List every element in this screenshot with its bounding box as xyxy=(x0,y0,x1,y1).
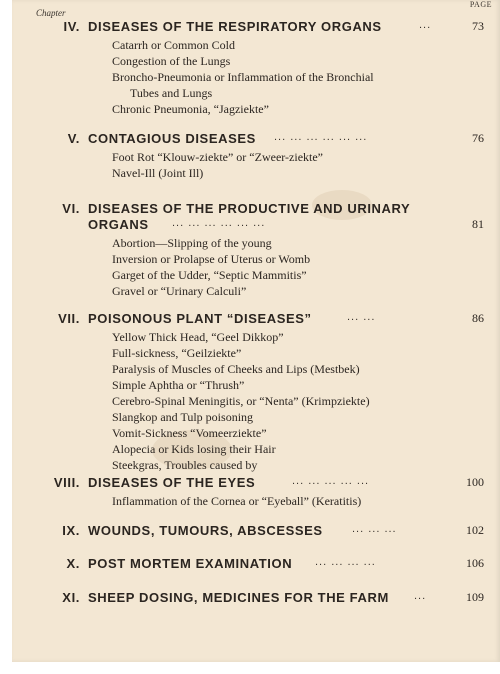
chapter-number: V. xyxy=(67,131,80,146)
chapter-title: DISEASES OF THE PRODUCTIVE AND URINARY xyxy=(88,201,411,216)
page-number: 106 xyxy=(466,556,484,570)
chapter-title: SHEEP DOSING, MEDICINES FOR THE FARM xyxy=(88,590,389,605)
chapter-iv xyxy=(12,19,500,116)
leader-dots: ... ... ... ... ... ... xyxy=(274,131,368,143)
chapter-title: POISONOUS PLANT “DISEASES” xyxy=(88,311,312,326)
leader-dots: ... ... ... ... xyxy=(315,556,376,568)
toc-entry: Chronic Pneumonia, “Jagziekte” xyxy=(112,102,269,116)
chapter-number: VI. xyxy=(62,201,80,216)
page-number: 86 xyxy=(472,311,484,325)
page-number: 81 xyxy=(472,217,484,231)
toc-entry: Congestion of the Lungs xyxy=(112,54,231,68)
toc-entry: Full-sickness, “Geilziekte” xyxy=(112,346,242,360)
toc-entry: Catarrh or Common Cold xyxy=(112,38,235,52)
chapter-viii xyxy=(12,475,500,508)
leader-dots: ... xyxy=(419,19,432,31)
toc-entry: Foot Rot “Klouw-ziekte” or “Zweer-ziekte” xyxy=(112,150,324,164)
chapter-title-continued: ORGANS xyxy=(88,217,149,232)
page-number: 73 xyxy=(472,19,484,33)
chapter-number: X. xyxy=(66,556,80,571)
toc-entry: Steekgras, Troubles caused by xyxy=(112,458,258,472)
chapter-title: WOUNDS, TUMOURS, ABSCESSES xyxy=(88,523,323,538)
toc-entry: Simple Aphtha or “Thrush” xyxy=(112,378,245,392)
leader-dots: ... ... xyxy=(347,311,376,323)
toc-entry: Gravel or “Urinary Calculi” xyxy=(112,284,247,298)
toc-entry: Broncho-Pneumonia or Inflammation of the Bronchial xyxy=(112,70,374,84)
toc-entry: Paralysis of Muscles of Cheeks and Lips (Mestbek) xyxy=(112,362,360,376)
toc-entry: Inflammation of the Cornea or “Eyeball” (Keratitis) xyxy=(112,494,362,508)
leader-dots: ... ... ... ... ... ... xyxy=(172,217,266,229)
toc-entry: Yellow Thick Head, “Geel Dikkop” xyxy=(112,330,284,344)
chapter-title: CONTAGIOUS DISEASES xyxy=(88,131,256,146)
chapter-title: DISEASES OF THE EYES xyxy=(88,475,256,490)
toc-entry: Inversion or Prolapse of Uterus or Womb xyxy=(112,252,311,266)
toc-entry: Navel-Ill (Joint Ill) xyxy=(112,166,204,180)
chapter-column-label: Chapter xyxy=(36,8,66,18)
toc-entry: Garget of the Udder, “Septic Mammitis” xyxy=(112,268,307,282)
chapter-x xyxy=(12,556,500,572)
chapter-title: POST MORTEM EXAMINATION xyxy=(88,556,293,571)
chapter-number: XI. xyxy=(62,590,80,605)
leader-dots: ... ... ... ... ... xyxy=(292,475,370,487)
toc-entry: Slangkop and Tulp poisoning xyxy=(112,410,254,424)
chapter-vi xyxy=(12,201,500,298)
toc-entry: Alopecia or Kids losing their Hair xyxy=(112,442,276,456)
page-number: 109 xyxy=(466,590,484,604)
page-number: 102 xyxy=(466,523,484,537)
chapter-number: IV. xyxy=(63,19,80,34)
toc-entry: Tubes and Lungs xyxy=(130,86,213,100)
chapter-number: IX. xyxy=(62,523,80,538)
chapter-v xyxy=(12,131,500,180)
toc-entry: Cerebro-Spinal Meningitis, or “Nenta” (Krimpziekte) xyxy=(112,394,370,408)
chapter-vii xyxy=(12,311,500,472)
page-column-label: PAGE xyxy=(469,0,492,9)
chapter-xi xyxy=(12,590,500,606)
chapter-ix xyxy=(12,523,500,539)
book-page xyxy=(12,0,500,662)
leader-dots: ... xyxy=(414,590,427,602)
chapter-number: VIII. xyxy=(53,475,80,490)
leader-dots: ... ... ... xyxy=(352,523,397,535)
page-number: 100 xyxy=(466,475,484,489)
toc-entry: Abortion—Slipping of the young xyxy=(112,236,272,250)
toc-entry: Vomit-Sickness “Vomeerziekte” xyxy=(112,426,267,440)
chapter-number: VII. xyxy=(58,311,80,326)
page-number: 76 xyxy=(472,131,484,145)
chapter-title: DISEASES OF THE RESPIRATORY ORGANS xyxy=(88,19,382,34)
